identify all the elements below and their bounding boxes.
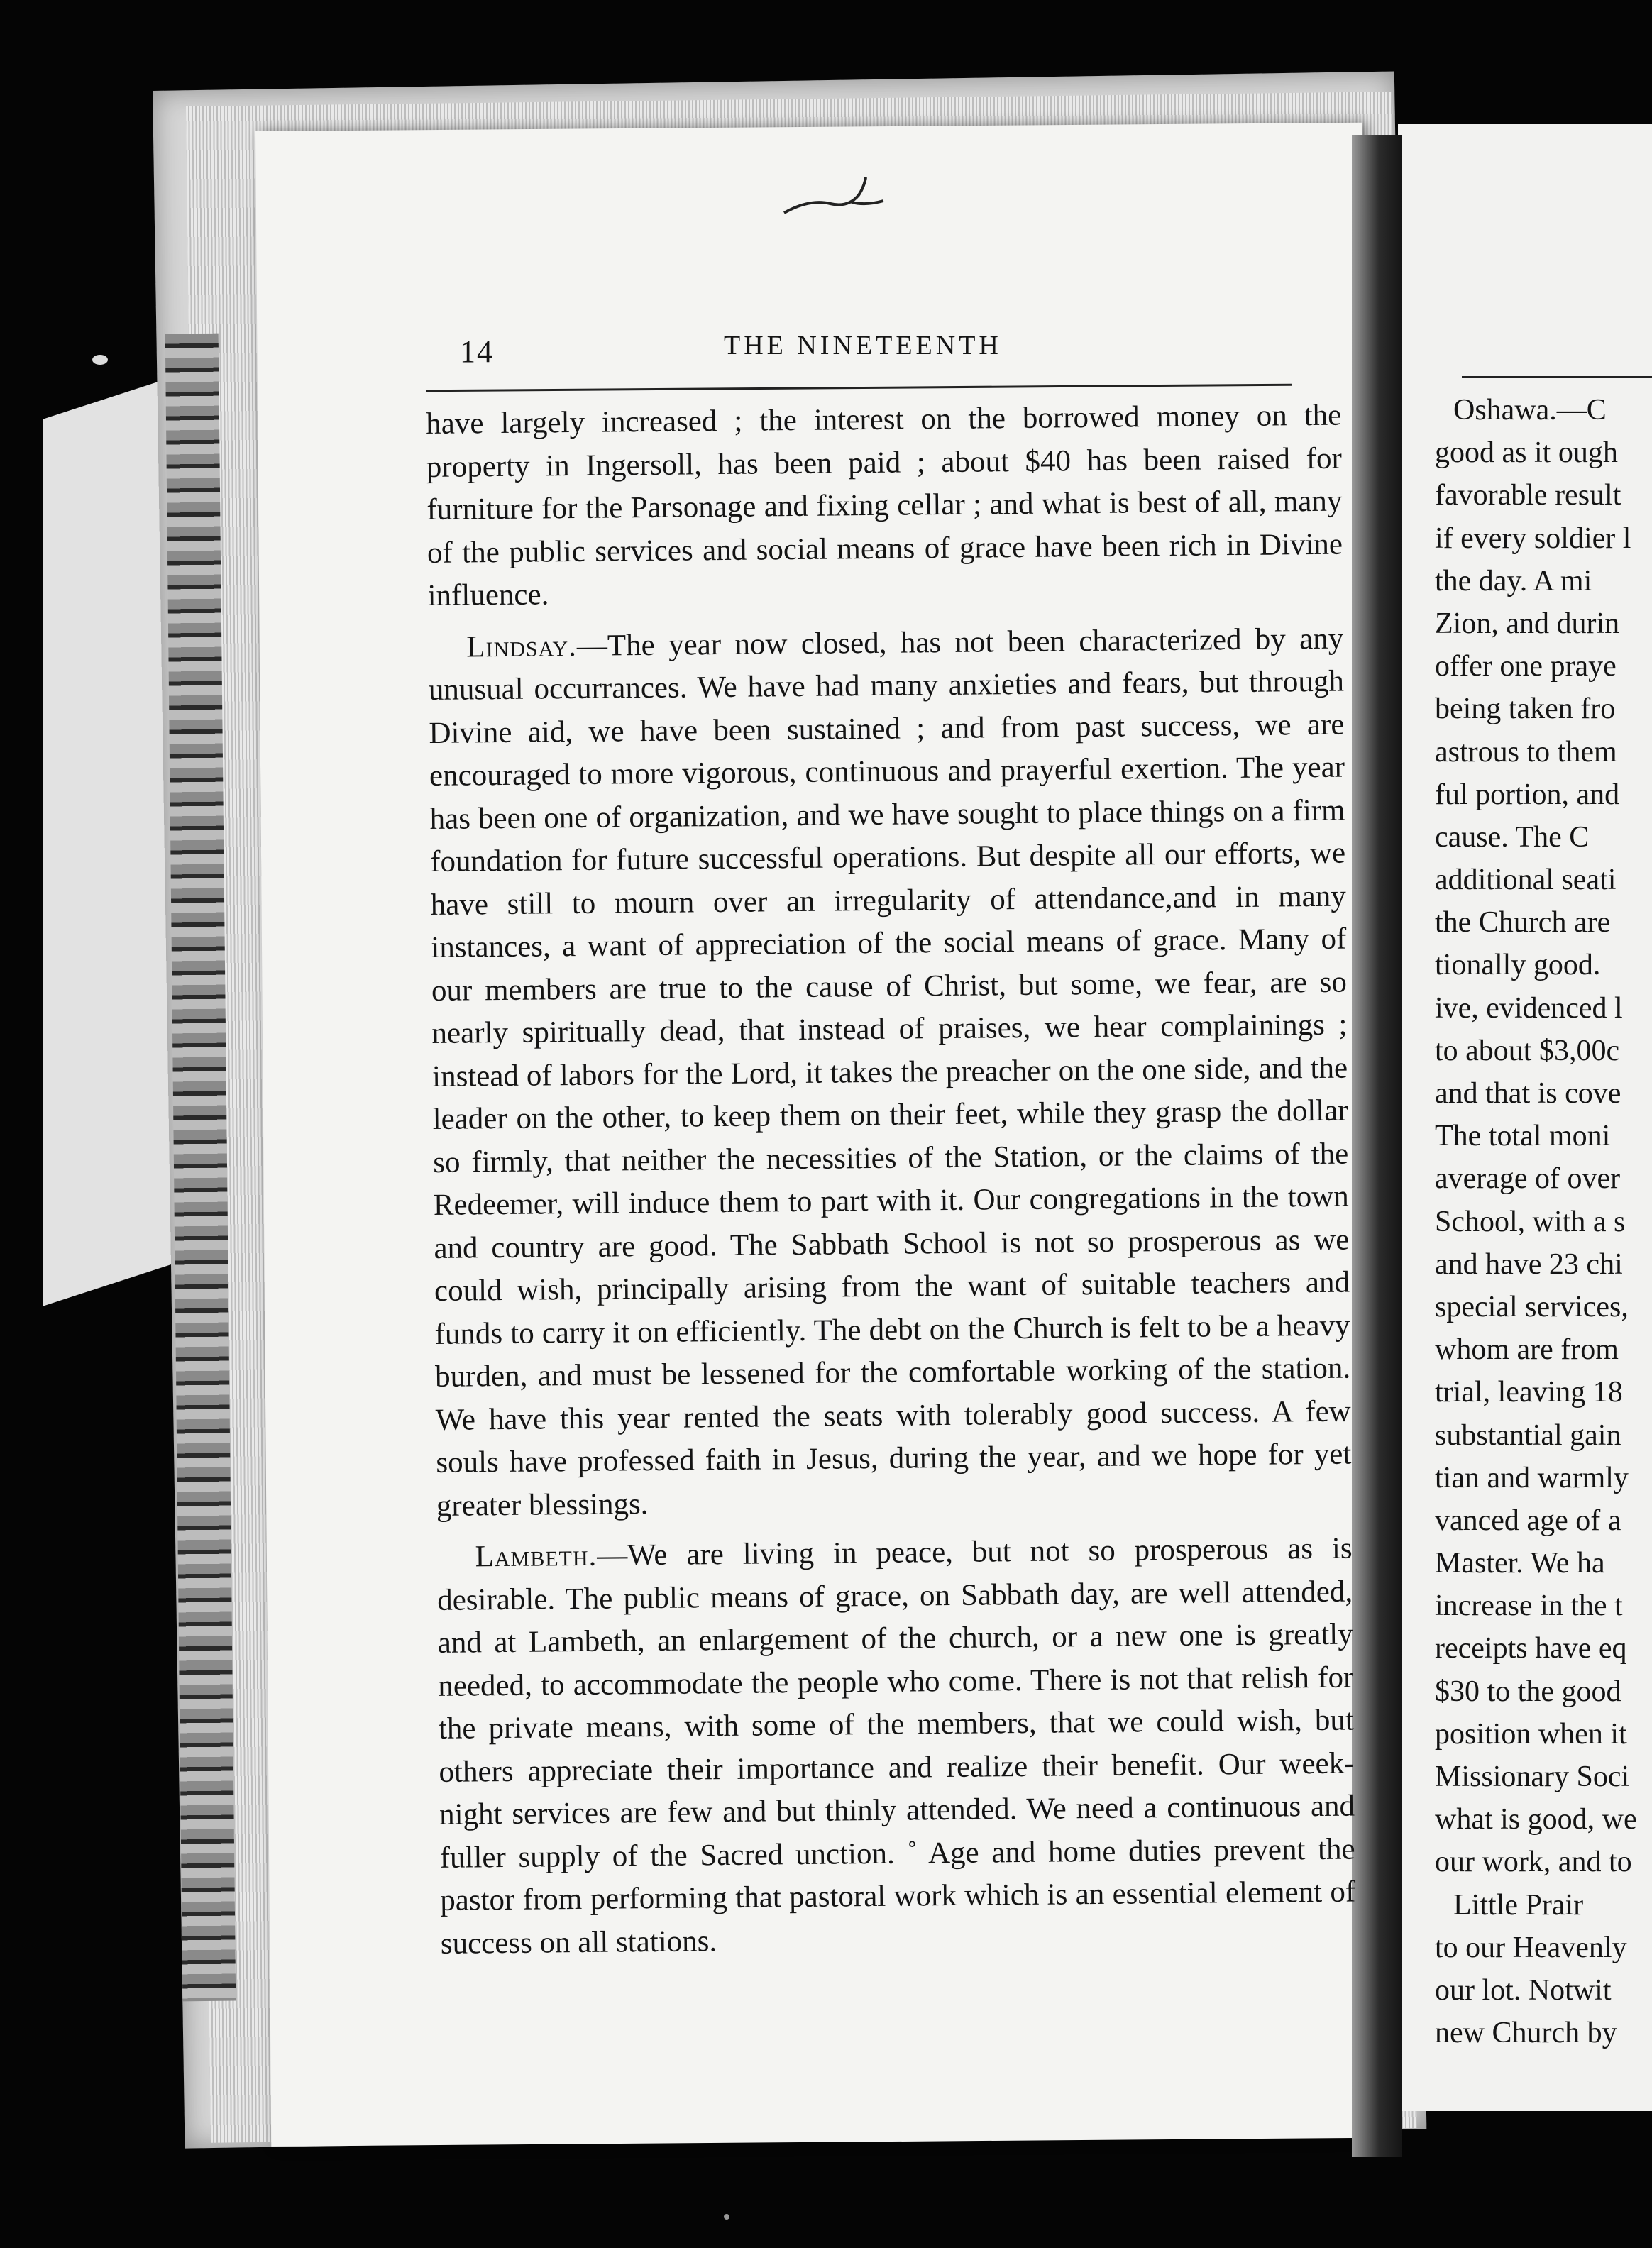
right-page-line: what is good, we — [1435, 1803, 1637, 1836]
gutter-shadow — [1352, 135, 1402, 2157]
right-page-line: ive, evidenced l — [1435, 991, 1623, 1025]
right-page-line: whom are from — [1435, 1333, 1619, 1367]
right-page-line: Little Prair — [1453, 1888, 1584, 1922]
right-page-line: to our Heavenly — [1435, 1931, 1627, 1964]
right-page-line: the Church are — [1435, 906, 1611, 940]
right-page-line: Zion, and durin — [1435, 607, 1620, 640]
right-page-line: average of over — [1435, 1162, 1621, 1196]
right-page-line: new Church by — [1435, 2017, 1617, 2050]
right-page-line: special services, — [1435, 1290, 1629, 1323]
right-page-line: substantial gain — [1435, 1418, 1621, 1452]
page-number: 14 — [460, 334, 494, 369]
right-page-line: and have 23 chi — [1435, 1247, 1623, 1281]
paragraph-text: —The year now closed, has not been characterized by any unusual occurrances. We have had many anxieties and fears, but through Divine aid, we have been sustained ; and from past success, we are encouraged to more vigorous, continuous and prayerful exertion. The year has been one of organization, and we have sought to place things on a firm foundation for future successful operations. But despite all our efforts, we have still to mourn over an irregularity of attendance,and in many instances, a want of appreciation of the social means of grace. Many of our members are true to the cause of Christ, but some, we fear, are so nearly spiritually dead, that instead of praises, we hear complainings ; instead of labors for the Lord, it takes the preacher on the one side, and the leader on the other, to keep them on their feet, while they grasp the dollar so firmly, that neither the necessities of the Station, or the claims of the Redeemer, will induce them to part with it. Our congregations in the town and country are good. The Sabbath School is not so prosperous as we could wish, principally arising from the want of suitable teachers and funds to carry it on efficiently. The debt on the Church is felt to be a heavy burden, and must be lessened for the comfortable working of the station. We have this year rented the seats with tolerably good success. A few souls have professed faith in Jesus, during the year, and we hope for yet greater blessings. — [428, 622, 1352, 1523]
right-page-line: trial, leaving 18 — [1435, 1376, 1623, 1409]
right-page-line: our lot. Notwit — [1435, 1973, 1612, 2007]
right-page-line: additional seati — [1435, 864, 1617, 897]
right-page-line: Master. We ha — [1435, 1547, 1605, 1580]
left-page-body — [426, 395, 1356, 1966]
paragraph-lindsay — [428, 617, 1352, 1528]
right-page-line: vanced age of a — [1435, 1504, 1621, 1537]
right-page-body — [1435, 389, 1652, 2054]
running-head: THE NINETEENTH — [724, 331, 1002, 360]
paragraph-heading: Lambeth. — [475, 1538, 598, 1574]
right-page-line: being taken fro — [1435, 693, 1616, 726]
right-page-line: good as it ough — [1435, 436, 1618, 470]
paragraph-text: have largely increased ; the interest on the borrowed money on the property in Ingersoll, has been paid ; about $40 has been raised for furniture for the Parsonage and fixing cellar ; and what is best of all, many of the public services and social means of grace have been rich in Divine influence. — [426, 398, 1343, 612]
paragraph-text: —We are living in peace, but not so prosperous as is desirable. The public means of grace, on Sabbath day, are well attended, and at Lambeth, an enlargement of the church, or a new one is greatly needed, to accommodate the people who come. There is not that relish for the private means, with some of the members, that we could wish, but others appreciate their importance and realize their benefit. Our week-night services are few and but thinly attended. We need a continuous and fuller supply of the Sacred unction. ˚ Age and home duties prevent the pastor from performing that pastoral work which is an essential element of success on all stations. — [436, 1531, 1356, 1961]
right-page-line: School, with a s — [1435, 1205, 1626, 1238]
paragraph-continued — [426, 395, 1343, 618]
right-page-line: $30 to the good — [1435, 1675, 1621, 1708]
dust-speck — [724, 2214, 729, 2220]
right-page-line: our work, and to — [1435, 1846, 1632, 1879]
right-page-line: and that is cove — [1435, 1077, 1621, 1110]
pencil-annotation — [781, 174, 887, 224]
right-page-line: position when it — [1435, 1717, 1627, 1751]
right-page-line: favorable result — [1435, 479, 1621, 512]
right-page-line: cause. The C — [1435, 820, 1590, 854]
right-header-rule — [1462, 376, 1652, 378]
right-page-line: offer one praye — [1435, 650, 1617, 683]
dust-speck — [92, 355, 108, 365]
right-page-line: Oshawa.—C — [1453, 394, 1607, 426]
right-page-line: tian and warmly — [1435, 1461, 1629, 1494]
right-page-line: if every soldier l — [1435, 522, 1631, 555]
back-cover-flap — [43, 375, 177, 1306]
right-page-line: ful portion, and — [1435, 778, 1620, 811]
paragraph-lambeth — [436, 1528, 1356, 1966]
right-page-line: The total moni — [1435, 1120, 1611, 1153]
right-page-line: to about $3,00c — [1435, 1034, 1620, 1067]
right-page-line: increase in the t — [1435, 1589, 1623, 1623]
right-page-line: astrous to them — [1435, 735, 1617, 768]
right-page-line: receipts have eq — [1435, 1632, 1627, 1665]
paragraph-heading: Lindsay. — [466, 629, 578, 663]
right-page-line: tionally good. — [1435, 949, 1601, 982]
right-page-line: Missionary Soci — [1435, 1761, 1630, 1793]
right-page-line: the day. A mi — [1435, 564, 1592, 597]
